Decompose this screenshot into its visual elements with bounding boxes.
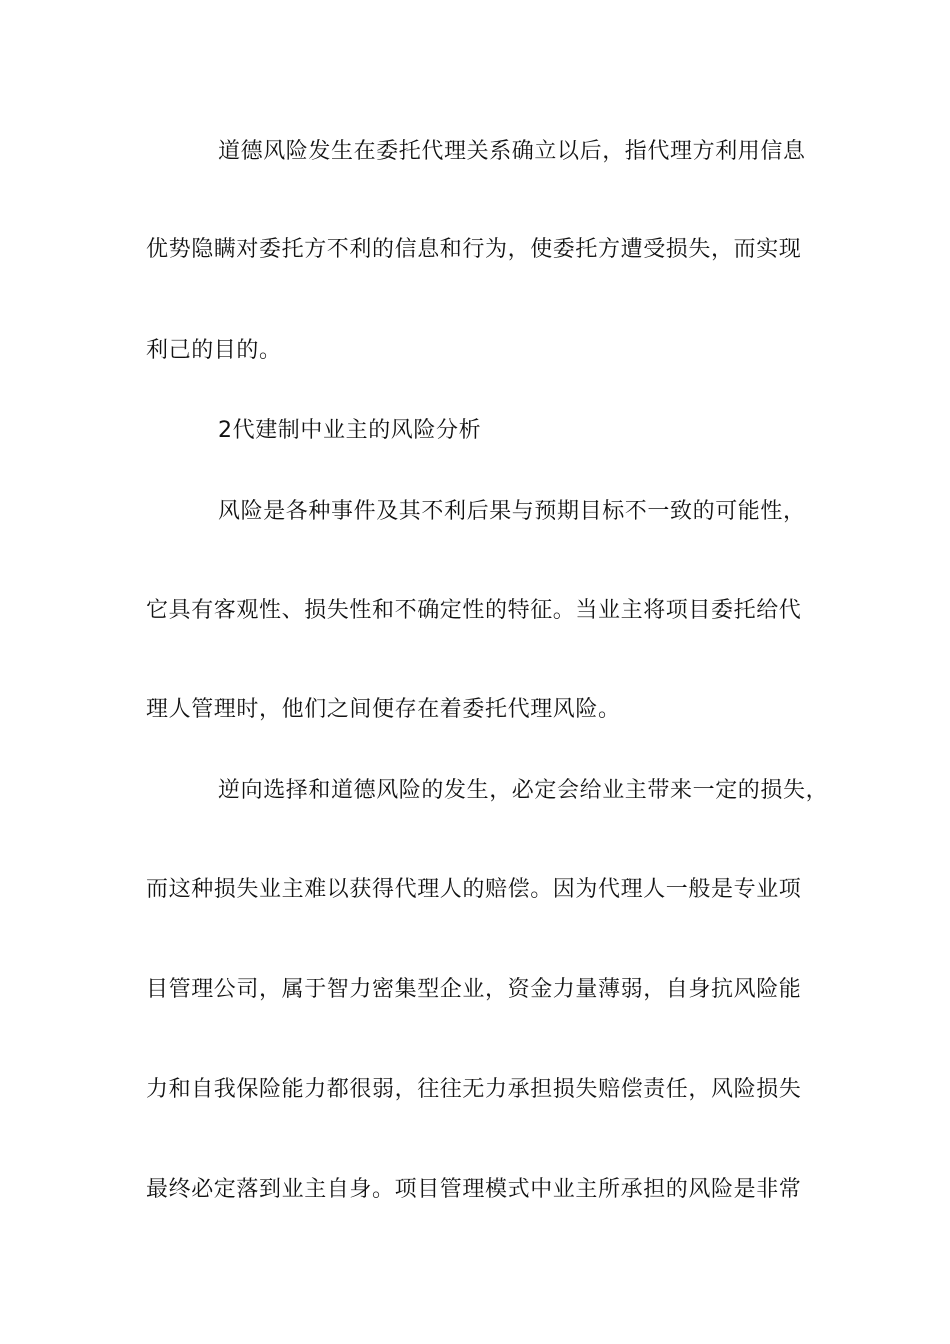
paragraph-3-line-5: 最终必定落到业主自身。项目管理模式中业主所承担的风险是非常 — [146, 1177, 802, 1202]
paragraph-2-line-2: 它具有客观性、损失性和不确定性的特征。当业主将项目委托给代 — [146, 598, 802, 623]
paragraph-3-line-2: 而这种损失业主难以获得代理人的赔偿。因为代理人一般是专业项 — [146, 877, 802, 902]
paragraph-3-line-3: 目管理公司，属于智力密集型企业，资金力量薄弱，自身抗风险能 — [146, 977, 802, 1002]
paragraph-3-line-4: 力和自我保险能力都很弱，往往无力承担损失赔偿责任，风险损失 — [146, 1077, 802, 1102]
paragraph-1-line-2: 优势隐瞒对委托方不利的信息和行为，使委托方遭受损失，而实现 — [146, 237, 802, 262]
paragraph-3-line-1: 逆向选择和道德风险的发生，必定会给业主带来一定的损失， — [218, 778, 829, 803]
paragraph-2-line-1: 风险是各种事件及其不利后果与预期目标不一致的可能性， — [218, 499, 806, 524]
paragraph-1-line-1: 道德风险发生在委托代理关系确立以后，指代理方利用信息 — [218, 139, 806, 164]
section-heading: 2代建制中业主的风险分析 — [218, 418, 482, 443]
paragraph-1-line-3: 利己的目的。 — [146, 338, 282, 363]
paragraph-2-line-3: 理人管理时，他们之间便存在着委托代理风险。 — [146, 697, 621, 722]
